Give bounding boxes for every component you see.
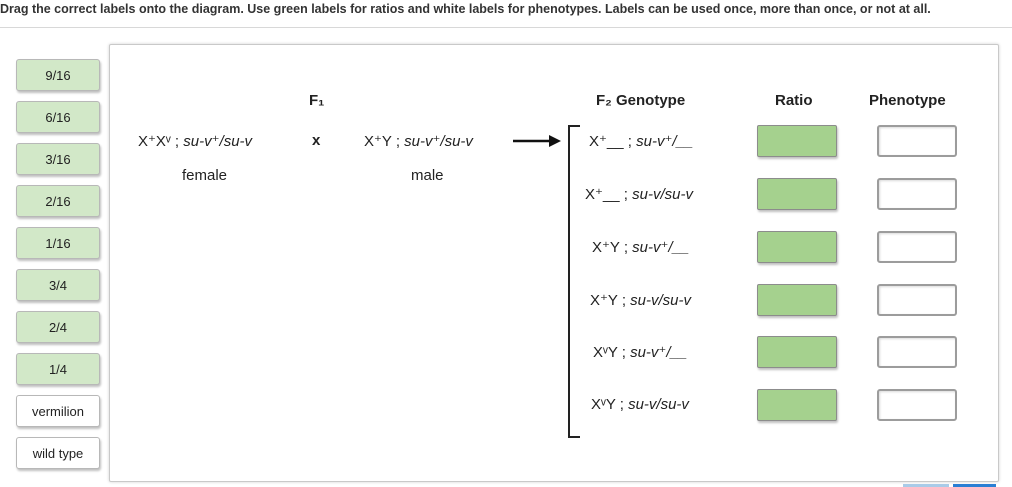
genotype-row-3 (592, 238, 689, 256)
ratio-drop-target-1[interactable] (757, 125, 837, 157)
phenotype-drop-target-6[interactable] (877, 389, 957, 421)
genotype-row-6 (591, 396, 689, 413)
label-phenotype-wild-type[interactable]: wild type (16, 437, 100, 469)
genotype-row-2 (585, 185, 693, 203)
label-ratio-2-16[interactable]: 2/16 (16, 185, 100, 217)
genotype-row-5-x: XᵛY ; (593, 344, 626, 361)
ratio-drop-target-2[interactable] (757, 178, 837, 210)
diagram-panel (109, 44, 999, 482)
genotype-row-6-x: XᵛY ; (591, 396, 624, 413)
male-genotype-x: X⁺Y ; (364, 133, 400, 150)
ratio-drop-target-5[interactable] (757, 336, 837, 368)
ratio-drop-target-6[interactable] (757, 389, 837, 421)
ratio-header: Ratio (775, 92, 813, 109)
genotype-row-3-su-v: su-v⁺/__ (632, 239, 690, 256)
f1-header: F₁ (309, 92, 325, 109)
genotype-row-5 (593, 343, 687, 361)
phenotype-drop-target-2[interactable] (877, 178, 957, 210)
label-ratio-3-16[interactable]: 3/16 (16, 143, 100, 175)
genotype-row-4-x: X⁺Y ; (590, 292, 626, 309)
genotype-row-3-x: X⁺Y ; (592, 239, 628, 256)
genotype-row-1 (589, 132, 693, 150)
genotype-row-4-su-v: su-v/su-v (630, 292, 692, 309)
female-genotype-su-v: su-v⁺/su-v (183, 133, 253, 150)
phenotype-drop-target-4[interactable] (877, 284, 957, 316)
f2-genotype-header: F₂ Genotype (596, 92, 686, 109)
genotype-row-1-su-v: su-v⁺/__ (636, 133, 694, 150)
genotype-row-6-su-v: su-v/su-v (628, 396, 689, 413)
divider (0, 27, 1012, 28)
label-ratio-6-16[interactable]: 6/16 (16, 101, 100, 133)
label-ratio-1-4[interactable]: 1/4 (16, 353, 100, 385)
female-label: female (182, 167, 228, 184)
label-ratio-9-16[interactable]: 9/16 (16, 59, 100, 91)
instructions-text: Drag the correct labels onto the diagram. Use green labels for ratios and white labels for phenotypes. Labels can be used once, more than once, or not at all. (0, 2, 931, 16)
label-ratio-3-4[interactable]: 3/4 (16, 269, 100, 301)
phenotype-drop-target-3[interactable] (877, 231, 957, 263)
label-phenotype-vermilion[interactable]: vermilion (16, 395, 100, 427)
genotype-bracket (568, 125, 580, 438)
genotype-row-2-su-v: su-v/su-v (632, 186, 693, 203)
phenotype-header: Phenotype (869, 92, 946, 109)
genotype-row-2-x: X⁺__ ; (585, 186, 628, 203)
genotype-row-4 (590, 291, 691, 309)
label-ratio-1-16[interactable]: 1/16 (16, 227, 100, 259)
male-genotype (364, 132, 473, 150)
phenotype-drop-target-1[interactable] (877, 125, 957, 157)
genotype-row-5-su-v: su-v⁺/__ (630, 344, 688, 361)
phenotype-drop-target-5[interactable] (877, 336, 957, 368)
female-genotype (138, 132, 252, 150)
arrow-right-icon (513, 133, 561, 149)
ratio-drop-target-4[interactable] (757, 284, 837, 316)
label-ratio-2-4[interactable]: 2/4 (16, 311, 100, 343)
ratio-drop-target-3[interactable] (757, 231, 837, 263)
female-genotype-x: X⁺Xᵛ ; (138, 133, 180, 150)
male-genotype-su-v: su-v⁺/su-v (404, 133, 473, 150)
cross-symbol: x (312, 132, 321, 149)
genotype-row-1-x: X⁺__ ; (589, 133, 632, 150)
male-label: male (411, 167, 444, 184)
